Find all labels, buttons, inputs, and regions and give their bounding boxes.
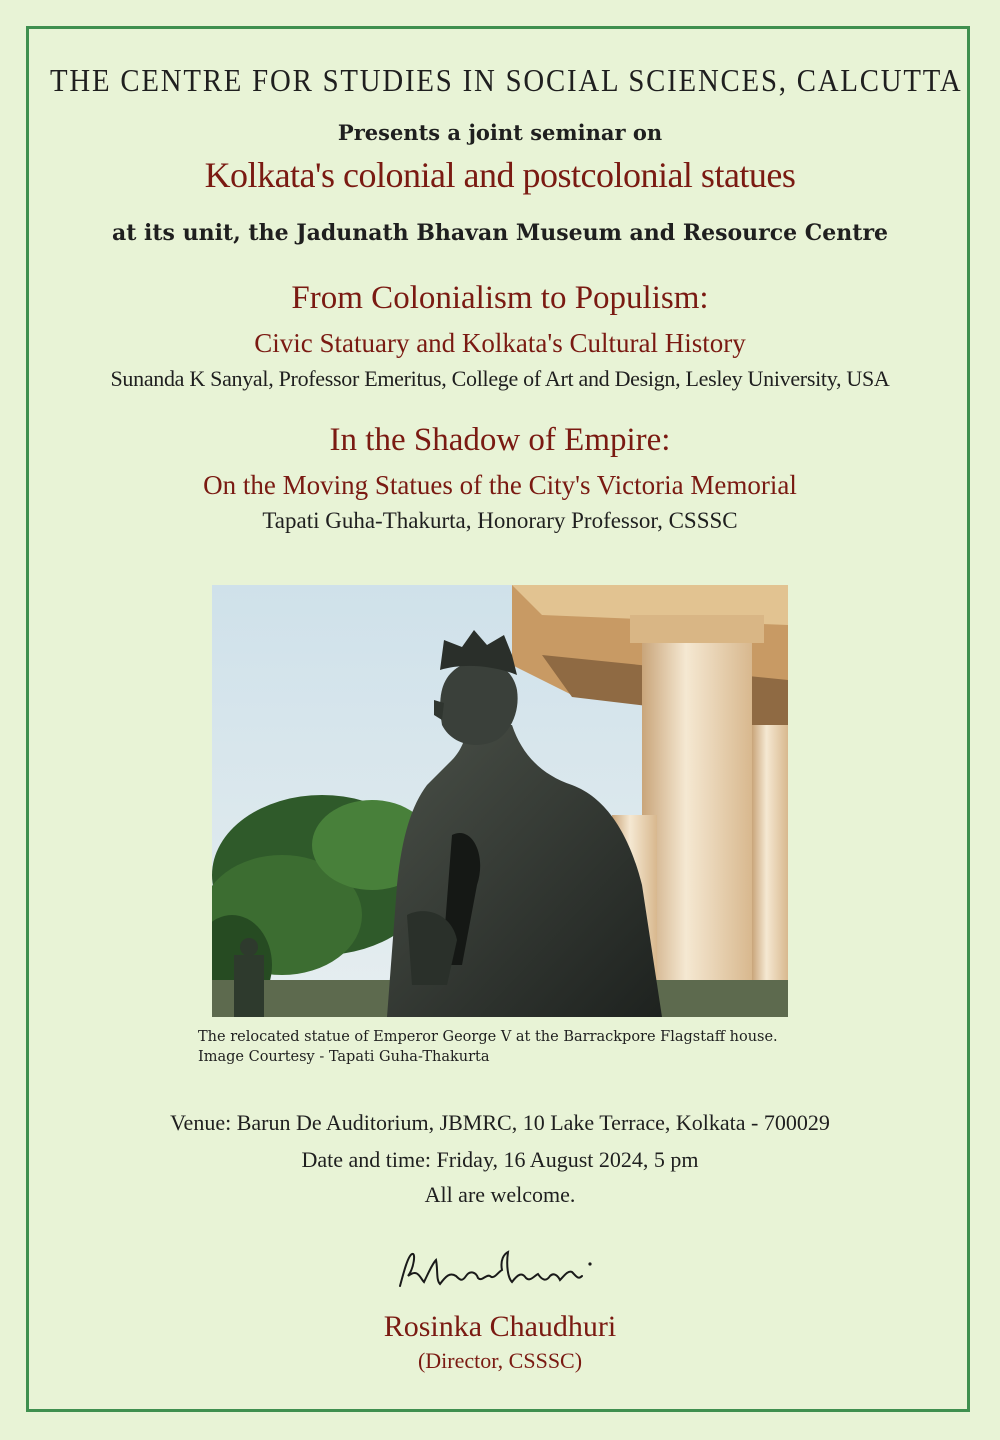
caption-line-1: The relocated statue of Emperor George V at the Barrackpore Flagstaff house. [198, 1029, 778, 1045]
caption-line-2: Image Courtesy - Tapati Guha-Thakurta [198, 1049, 490, 1065]
talk-2-speaker: Tapati Guha-Thakurta, Honorary Professor, CSSSC [262, 508, 738, 533]
presents-line: Presents a joint seminar on [337, 120, 663, 145]
director-name: Rosinka Chaudhuri [383, 1310, 617, 1343]
talk-1-title: From Colonialism to Populism: [291, 280, 709, 316]
talk-2-title: In the Shadow of Empire: [329, 422, 671, 458]
talk-2-subtitle: On the Moving Statues of the City's Victoria Memorial [203, 470, 797, 500]
venue-line: Venue: Barun De Auditorium, JBMRC, 10 Lake Terrace, Kolkata - 700029 [170, 1110, 830, 1135]
talk-1-speaker: Sunanda K Sanyal, Professor Emeritus, College of Art and Design, Lesley University, USA [110, 366, 890, 391]
organization-name: THE CENTRE FOR STUDIES IN SOCIAL SCIENCES, CALCUTTA [50, 62, 963, 98]
statue-photo [212, 585, 788, 1017]
talk-1-subtitle: Civic Statuary and Kolkata's Cultural History [254, 328, 746, 358]
photo-caption [198, 1027, 898, 1067]
welcome-line: All are welcome. [424, 1182, 576, 1207]
venue-unit-line: at its unit, the Jadunath Bhavan Museum and Resource Centre [111, 220, 889, 246]
director-signature [390, 1246, 610, 1296]
director-role: (Director, CSSSC) [417, 1348, 583, 1373]
seminar-title: Kolkata's colonial and postcolonial statues [204, 155, 796, 195]
date-time-line: Date and time: Friday, 16 August 2024, 5 pm [301, 1147, 699, 1172]
